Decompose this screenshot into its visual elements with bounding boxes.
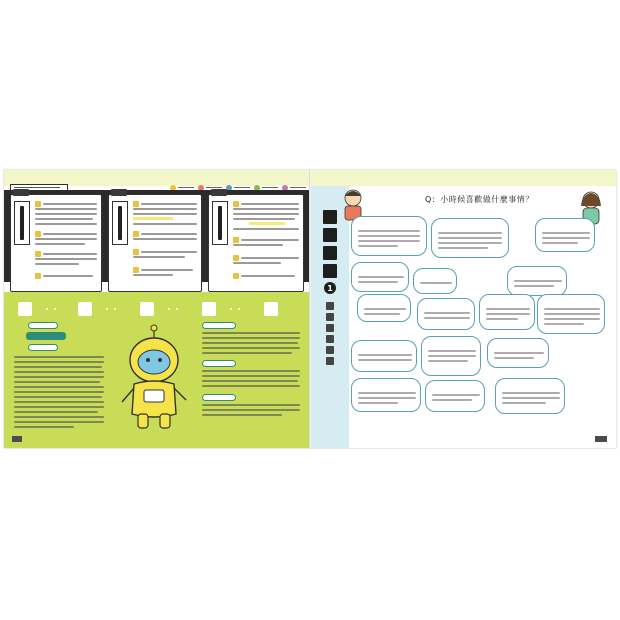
text-line — [202, 404, 300, 406]
banner-glyph — [18, 302, 32, 316]
text-line — [364, 313, 400, 315]
speech-bubble — [357, 294, 411, 322]
text-line — [542, 242, 578, 244]
speech-bubble — [425, 380, 485, 412]
label-pill — [28, 344, 58, 351]
speech-bubble — [413, 268, 457, 294]
text-line — [14, 426, 74, 428]
text-line — [202, 332, 300, 334]
text-line — [133, 208, 197, 210]
text-line — [14, 386, 104, 388]
text-line — [14, 381, 100, 383]
text-line — [14, 366, 102, 368]
text-line — [233, 262, 281, 264]
bullet-icon — [233, 237, 239, 243]
text-line — [14, 391, 104, 393]
text-line — [358, 245, 398, 247]
title-glyph — [323, 264, 337, 278]
question-text: Q：小時候喜歡做什麼事情？ — [425, 195, 534, 204]
card-number — [13, 189, 29, 196]
speech-bubble — [421, 336, 481, 376]
text-line — [202, 375, 300, 377]
text-line — [358, 402, 398, 404]
subtitle-glyph — [326, 324, 334, 332]
text-line — [358, 397, 416, 399]
text-line — [438, 232, 502, 234]
text-line — [241, 203, 299, 205]
speech-bubble — [351, 216, 427, 256]
speech-bubble — [431, 218, 509, 258]
text-line — [43, 203, 97, 205]
text-line — [141, 251, 197, 253]
banner-glyph — [78, 302, 92, 316]
bullet-icon — [233, 201, 239, 207]
text-line — [358, 359, 412, 361]
banner-dot — [54, 308, 56, 310]
label-pill — [202, 394, 236, 401]
speech-bubble — [417, 298, 475, 330]
text-line — [486, 308, 530, 310]
text-line — [544, 318, 600, 320]
text-line — [494, 352, 544, 354]
text-line — [202, 337, 300, 339]
card-number — [211, 189, 227, 196]
text-line — [432, 399, 472, 401]
text-line — [133, 274, 173, 276]
text-line — [141, 233, 197, 235]
text-line — [35, 238, 97, 240]
subtitle-glyph — [326, 346, 334, 354]
subtitle-glyph — [326, 357, 334, 365]
bullet-icon — [35, 231, 41, 237]
bullet-icon — [133, 201, 139, 207]
section-banner — [18, 302, 298, 316]
right-top-band — [311, 170, 616, 186]
text-line — [202, 352, 292, 354]
label-pill — [202, 360, 236, 367]
text-line — [544, 323, 584, 325]
text-line — [542, 237, 590, 239]
bullet-icon — [233, 255, 239, 261]
highlight — [249, 222, 285, 225]
text-line — [420, 282, 452, 284]
banner-dot — [238, 308, 240, 310]
banner-glyph — [140, 302, 154, 316]
chapter-title-vertical — [317, 210, 343, 370]
text-line — [14, 376, 104, 378]
bullet-icon — [133, 249, 139, 255]
text-line — [358, 392, 416, 394]
text-line — [424, 317, 470, 319]
text-line — [233, 228, 299, 230]
banner-glyph — [264, 302, 278, 316]
subtitle-glyph — [326, 313, 334, 321]
text-line — [428, 350, 476, 352]
banner-dot — [176, 308, 178, 310]
text-line — [358, 230, 420, 232]
speech-bubble — [479, 294, 535, 330]
text-line — [358, 235, 420, 237]
bullet-icon — [133, 267, 139, 273]
card-title-vertical — [14, 201, 30, 245]
text-line — [514, 285, 554, 287]
text-line — [486, 318, 518, 320]
page-number — [12, 436, 22, 442]
text-line — [358, 281, 398, 283]
text-line — [133, 256, 185, 258]
label-pill — [28, 322, 58, 329]
job-card — [10, 194, 102, 292]
text-line — [241, 257, 299, 259]
text-line — [35, 223, 97, 225]
subtitle-glyph — [326, 335, 334, 343]
right-page — [311, 170, 616, 448]
text-line — [14, 406, 104, 408]
name-pill — [26, 332, 66, 340]
card-title-vertical — [112, 201, 128, 245]
book-spread — [4, 170, 616, 448]
text-line — [35, 263, 79, 265]
text-line — [202, 347, 300, 349]
bullet-icon — [35, 273, 41, 279]
text-line — [364, 308, 406, 310]
text-line — [35, 208, 97, 210]
text-line — [514, 280, 562, 282]
text-line — [241, 239, 299, 241]
text-line — [141, 269, 193, 271]
text-line — [14, 416, 104, 418]
bullet-icon — [35, 251, 41, 257]
text-line — [43, 275, 93, 277]
text-line — [502, 402, 546, 404]
text-line — [35, 218, 93, 220]
interview-column — [14, 322, 106, 440]
text-line — [432, 394, 480, 396]
text-line — [542, 232, 590, 234]
bullet-icon — [133, 231, 139, 237]
text-line — [428, 360, 468, 362]
text-line — [233, 218, 295, 220]
banner-dot — [46, 308, 48, 310]
text-line — [14, 356, 104, 358]
title-glyph — [323, 228, 337, 242]
text-line — [438, 242, 502, 244]
text-line — [14, 396, 102, 398]
bullet-icon — [35, 201, 41, 207]
job-card — [108, 194, 202, 292]
speech-bubble — [351, 378, 421, 412]
text-line — [35, 213, 97, 215]
text-line — [202, 409, 300, 411]
astronaut-mascot-illustration — [114, 324, 194, 434]
text-line — [43, 233, 97, 235]
text-line — [133, 238, 197, 240]
chapter-number-badge: 1 — [324, 282, 336, 294]
banner-dot — [168, 308, 170, 310]
text-line — [35, 243, 85, 245]
text-line — [14, 421, 104, 423]
text-line — [141, 203, 197, 205]
text-line — [14, 361, 104, 363]
text-line — [438, 237, 502, 239]
speech-bubble — [507, 266, 567, 296]
text-line — [43, 253, 97, 255]
text-line — [544, 308, 600, 310]
text-line — [14, 371, 104, 373]
text-line — [14, 411, 98, 413]
text-line — [202, 342, 298, 344]
text-line — [358, 240, 420, 242]
text-line — [133, 223, 197, 225]
text-line — [502, 392, 560, 394]
speech-bubble — [351, 262, 409, 292]
highlight — [133, 217, 173, 220]
text-line — [35, 258, 97, 260]
title-glyph — [323, 246, 337, 260]
banner-glyph — [202, 302, 216, 316]
banner-dot — [106, 308, 108, 310]
left-page — [4, 170, 310, 448]
text-line — [502, 397, 560, 399]
page-number — [595, 436, 607, 442]
card-number — [111, 189, 127, 196]
text-line — [358, 354, 412, 356]
text-line — [202, 385, 300, 387]
text-line — [14, 401, 104, 403]
speech-bubble — [537, 294, 605, 334]
text-line — [233, 208, 299, 210]
text-line — [424, 312, 470, 314]
card-title-vertical — [212, 201, 228, 245]
text-line — [133, 213, 197, 215]
subtitle-glyph — [326, 302, 334, 310]
text-line — [202, 414, 282, 416]
text-line — [233, 213, 299, 215]
text-line — [486, 313, 530, 315]
text-line — [202, 370, 300, 372]
speech-bubble — [351, 340, 417, 372]
label-pill — [202, 322, 236, 329]
text-line — [428, 355, 476, 357]
question-heading — [369, 194, 549, 206]
text-line — [358, 276, 404, 278]
text-line — [544, 313, 600, 315]
text-line — [202, 380, 298, 382]
banner-dot — [230, 308, 232, 310]
job-card — [208, 194, 304, 292]
bullet-icon — [233, 273, 239, 279]
text-line — [438, 247, 488, 249]
speech-bubble — [535, 218, 595, 252]
text-line — [494, 357, 534, 359]
speech-bubble — [487, 338, 549, 368]
text-line — [233, 244, 283, 246]
info-column — [202, 322, 302, 440]
speech-bubble — [495, 378, 565, 414]
banner-dot — [114, 308, 116, 310]
text-line — [241, 275, 295, 277]
